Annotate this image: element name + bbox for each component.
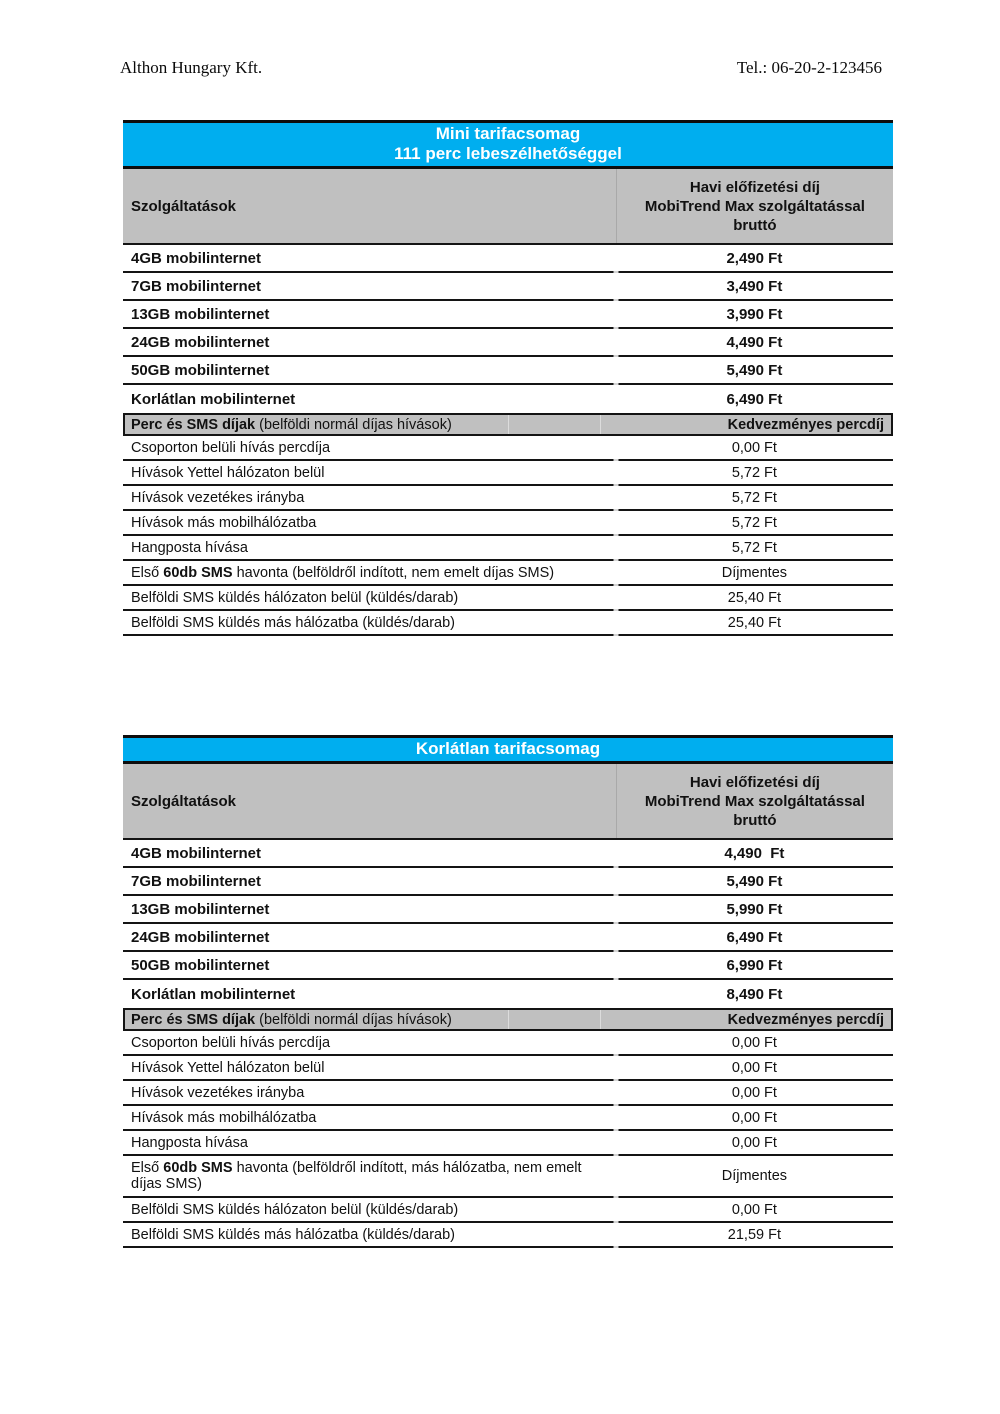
- fees-subheader-spacer: [508, 1010, 600, 1029]
- fee-value: 5,72 Ft: [731, 514, 777, 531]
- fees-subheader: [123, 413, 893, 436]
- fees-subheader-right: Kedvezményes percdíj: [600, 1010, 891, 1029]
- table-row: [123, 1223, 893, 1248]
- table-row: [123, 1131, 893, 1156]
- fee-value: 0,00 Ft: [731, 1109, 777, 1126]
- price-value: 5,990 Ft: [726, 900, 783, 918]
- fee-value: 21,59 Ft: [727, 1226, 781, 1243]
- table-row: [123, 1156, 893, 1198]
- table-title-line1: Mini tarifacsomag: [435, 124, 581, 143]
- price-value: 3,990 Ft: [726, 305, 783, 323]
- table-row: [123, 980, 893, 1008]
- fee-value: 25,40 Ft: [727, 589, 781, 606]
- service-label: 24GB mobilinternet: [131, 333, 270, 351]
- price-value: 4,490 Ft: [726, 333, 783, 351]
- service-label: 7GB mobilinternet: [131, 872, 262, 890]
- company-name: Althon Hungary Kft.: [120, 58, 263, 77]
- mini-tariff-table: [123, 120, 893, 636]
- table-row: [123, 245, 893, 273]
- fees-subheader-right: Kedvezményes percdíj: [600, 415, 891, 434]
- phone-number: Tel.: 06-20-2-123456: [736, 58, 882, 77]
- fee-value: 0,00 Ft: [731, 1201, 777, 1218]
- table-row: [123, 611, 893, 636]
- fees-subheader-label: Perc és SMS díjak (belföldi normál díjas hívások): [131, 1011, 452, 1028]
- fee-value: Díjmentes: [721, 564, 788, 581]
- price-value: 2,490 Ft: [726, 249, 783, 267]
- table-title: [123, 735, 893, 764]
- table-title-line2: 111 perc lebeszélhetőséggel: [394, 144, 622, 163]
- service-label: 13GB mobilinternet: [131, 305, 270, 323]
- service-label: 4GB mobilinternet: [131, 249, 262, 267]
- table-title-line1: Korlátlan tarifacsomag: [415, 739, 601, 758]
- table-row: [123, 1081, 893, 1106]
- service-label: 7GB mobilinternet: [131, 277, 262, 295]
- service-label: Korlátlan mobilinternet: [131, 390, 296, 408]
- table-row: [123, 536, 893, 561]
- table-row: [123, 1056, 893, 1081]
- service-label: Korlátlan mobilinternet: [131, 985, 296, 1003]
- table-row: [123, 273, 893, 301]
- service-label: 4GB mobilinternet: [131, 844, 262, 862]
- fee-label: Belföldi SMS küldés hálózaton belül (küldés/darab): [131, 1201, 459, 1218]
- fee-label: Hangposta hívása: [131, 1134, 248, 1151]
- fee-value: 5,72 Ft: [731, 489, 777, 506]
- table-row: [123, 511, 893, 536]
- table-row: [123, 586, 893, 611]
- fee-value: 0,00 Ft: [731, 1084, 777, 1101]
- price-column-header: Havi előfizetési díj MobiTrend Max szolgáltatással bruttó: [616, 764, 893, 838]
- fee-label: Belföldi SMS küldés más hálózatba (küldés/darab): [131, 614, 455, 631]
- price-value: 6,490 Ft: [726, 390, 783, 408]
- table-row: [123, 924, 893, 952]
- fee-value: Díjmentes: [721, 1168, 788, 1184]
- service-label: 13GB mobilinternet: [131, 900, 270, 918]
- table-row: [123, 896, 893, 924]
- fee-value: 0,00 Ft: [731, 1059, 777, 1076]
- columns-header: [123, 764, 893, 840]
- fee-value: 0,00 Ft: [731, 1134, 777, 1151]
- table-row: [123, 1198, 893, 1223]
- fee-value: 5,72 Ft: [731, 539, 777, 556]
- price-value: 6,490 Ft: [726, 928, 783, 946]
- table-row: [123, 329, 893, 357]
- service-label: 24GB mobilinternet: [131, 928, 270, 946]
- fee-label: Csoporton belüli hívás percdíja: [131, 439, 331, 456]
- letterhead: [120, 58, 882, 78]
- fee-label: Hívások Yettel hálózaton belül: [131, 1059, 325, 1076]
- fee-label: Hívások Yettel hálózaton belül: [131, 464, 325, 481]
- price-value: 5,490 Ft: [726, 361, 783, 379]
- fee-label: Csoporton belüli hívás percdíja: [131, 1034, 331, 1051]
- price-value: 3,490 Ft: [726, 277, 783, 295]
- service-label: 50GB mobilinternet: [131, 956, 270, 974]
- table-row: [123, 561, 893, 586]
- services-column-header: Szolgáltatások: [131, 197, 237, 215]
- fee-label: Hívások más mobilhálózatba: [131, 514, 317, 531]
- price-value: 5,490 Ft: [726, 872, 783, 890]
- fee-label: Első 60db SMS havonta (belföldről indított, más hálózatba, nem emelt díjas SMS): [131, 1160, 582, 1192]
- fee-label: Hívások vezetékes irányba: [131, 1084, 305, 1101]
- fee-label: Belföldi SMS küldés hálózaton belül (küldés/darab): [131, 589, 459, 606]
- fee-label: Hívások vezetékes irányba: [131, 489, 305, 506]
- table-row: [123, 952, 893, 980]
- fee-value: 0,00 Ft: [731, 439, 777, 456]
- services-column-header: Szolgáltatások: [131, 792, 237, 810]
- fee-value: 0,00 Ft: [731, 1034, 777, 1051]
- table-row: [123, 1106, 893, 1131]
- table-title: [123, 120, 893, 169]
- fees-subheader-spacer: [508, 415, 600, 434]
- table-row: [123, 868, 893, 896]
- price-column-header: Havi előfizetési díj MobiTrend Max szolgáltatással bruttó: [616, 169, 893, 243]
- table-row: [123, 385, 893, 413]
- service-label: 50GB mobilinternet: [131, 361, 270, 379]
- price-value: 4,490 Ft: [724, 844, 785, 862]
- price-value: 6,990 Ft: [726, 956, 783, 974]
- fees-subheader: [123, 1008, 893, 1031]
- columns-header: [123, 169, 893, 245]
- table-row: [123, 1031, 893, 1056]
- fees-subheader-label: Perc és SMS díjak (belföldi normál díjas hívások): [131, 416, 452, 433]
- fee-value: 25,40 Ft: [727, 614, 781, 631]
- unlimited-tariff-table: [123, 735, 893, 1248]
- table-row: [123, 301, 893, 329]
- fee-label: Első 60db SMS havonta (belföldről indított, nem emelt díjas SMS): [131, 564, 555, 581]
- fee-label: Hangposta hívása: [131, 539, 248, 556]
- fee-label: Belföldi SMS küldés más hálózatba (küldés/darab): [131, 1226, 455, 1243]
- table-row: [123, 840, 893, 868]
- fee-value: 5,72 Ft: [731, 464, 777, 481]
- table-row: [123, 436, 893, 461]
- table-row: [123, 357, 893, 385]
- table-row: [123, 486, 893, 511]
- fee-label: Hívások más mobilhálózatba: [131, 1109, 317, 1126]
- price-value: 8,490 Ft: [726, 985, 783, 1003]
- table-row: [123, 461, 893, 486]
